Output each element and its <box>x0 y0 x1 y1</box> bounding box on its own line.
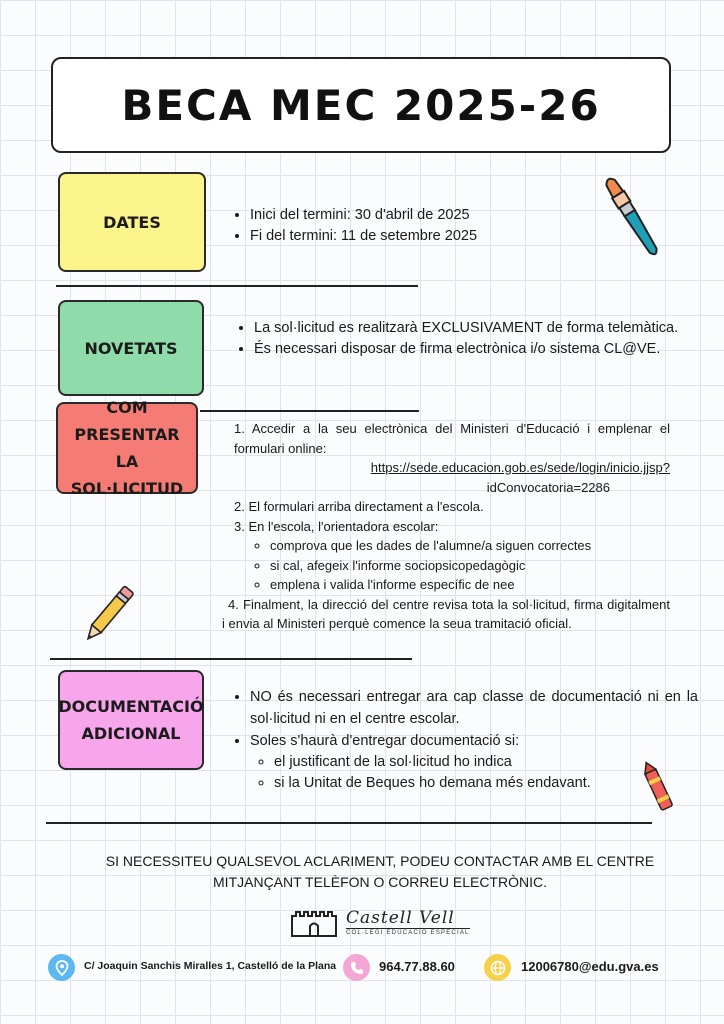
com-presentar-label-line1: COM <box>106 398 148 417</box>
step-3-subitem: ◦ emplena i valida l'informe específic de nee <box>270 575 670 595</box>
contact-message-line1: SI NECESSITEU QUALSEVOL ACLARIMENT, PODEU CONTACTAR AMB EL CENTRE <box>105 853 655 869</box>
footer-phone[interactable]: 964.77.88.60 <box>379 959 455 974</box>
documentacio-item: • NO és necessari entregar ara cap classe de documentació ni en la sol·licitud ni en el centre escolar. <box>250 686 698 730</box>
footer-address: C/ Joaquin Sanchis Miralles 1, Castelló de la Plana <box>84 960 337 972</box>
footer-email[interactable]: 12006780@edu.gva.es <box>521 959 659 974</box>
novetats-label: NOVETATS <box>84 338 178 358</box>
novetats-item: • La sol·licitud es realitzarà EXCLUSIVAMENT de forma telemàtica. <box>254 318 697 339</box>
location-icon <box>48 954 75 981</box>
dates-end: • Fi del termini: 11 de setembre 2025 <box>250 226 670 247</box>
com-presentar-label-line3: SOL·LICITUD <box>70 479 184 498</box>
step-2: 2. El formulari arriba directament a l'escola. <box>234 499 484 514</box>
documentacio-subitem: ◦ el justificant de la sol·licitud ho indica <box>274 752 674 773</box>
school-logo <box>290 905 480 941</box>
step-3-sublist <box>222 536 670 595</box>
documentacio-list <box>228 686 698 752</box>
documentacio-item: • Soles s'haurà d'entregar documentació si: <box>250 730 698 752</box>
com-presentar-label-box <box>56 398 198 498</box>
documentacio-label-line2: ADICIONAL <box>81 724 181 743</box>
logo-subtitle: COL·LEGI EDUCACIÓ ESPECIAL <box>346 930 470 936</box>
step-3-subitem: ◦ si cal, afegeix l'informe sociopsicopedagògic <box>270 556 670 576</box>
globe-icon <box>484 954 511 981</box>
divider <box>50 658 412 660</box>
documentacio-sublist <box>250 752 674 794</box>
com-presentar-label-line2: PRESENTAR LA <box>74 425 180 471</box>
title-box <box>51 57 671 153</box>
dates-label-box <box>58 172 206 272</box>
dates-label: DATES <box>103 212 161 232</box>
logo-name: Castell Vell <box>346 908 470 929</box>
pencil-icon <box>78 580 138 650</box>
dates-list <box>228 205 670 247</box>
ministry-link[interactable]: https://sede.educacion.gob.es/sede/login/inicio.jjsp? <box>370 460 670 475</box>
step-1-param: idConvocatoria=2286 <box>486 479 610 495</box>
step-4: 4. Finalment, la direcció del centre revisa tota la sol·licitud, firma digitalment i envia al Ministeri perquè comence la seua tramitació oficial. <box>222 596 670 631</box>
step-1: 1. Accedir a la seu electrònica del Ministeri d'Educació i emplenar el formulari online: <box>234 421 670 456</box>
documentacio-label-line1: DOCUMENTACIÓ <box>58 697 204 716</box>
dates-start: • Inici del termini: 30 d'abril de 2025 <box>250 205 670 226</box>
com-presentar-steps <box>222 419 670 634</box>
phone-icon <box>343 954 370 981</box>
novetats-label-box <box>58 300 204 396</box>
step-3-subitem: ◦ comprova que les dades de l'alumne/a siguen correctes <box>270 536 670 556</box>
page-title: BECA MEC 2025-26 <box>121 80 601 130</box>
documentacio-label-box <box>58 670 204 770</box>
castle-icon <box>290 908 340 938</box>
divider <box>46 822 652 824</box>
novetats-list <box>232 318 697 360</box>
contact-message-line2: MITJANÇANT TELÈFON O CORREU ELECTRÒNIC. <box>213 874 547 890</box>
contact-message <box>50 851 710 893</box>
novetats-item: • És necessari disposar de firma electrònica i/o sistema CL@VE. <box>254 339 697 360</box>
step-3: 3. En l'escola, l'orientadora escolar: <box>234 518 439 534</box>
documentacio-subitem: ◦ si la Unitat de Beques ho demana més endavant. <box>274 773 674 794</box>
divider <box>200 410 419 412</box>
crayon-icon <box>636 758 680 818</box>
divider <box>56 285 418 287</box>
